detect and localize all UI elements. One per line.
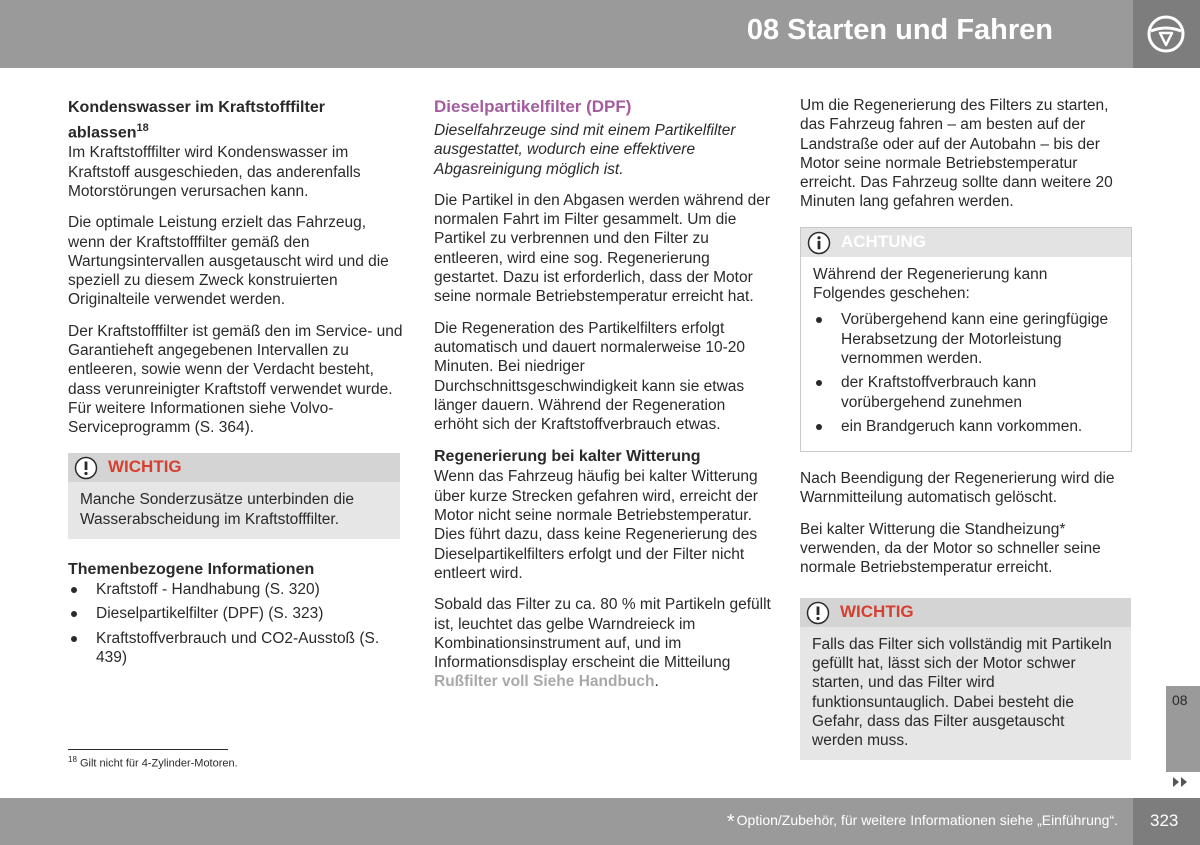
right-column	[800, 96, 1132, 760]
attention-item: der Kraftstoffverbrauch kann vorübergehend zunehmen	[813, 373, 1119, 412]
footnote-number: 18	[68, 755, 77, 764]
regeneration-paragraph-3: Bei kalter Witterung die Standheizung* verwenden, da der Motor so schneller seine normale Betriebstemperatur erreicht.	[800, 520, 1101, 577]
footnote-ref[interactable]: 18	[136, 122, 149, 134]
attention-item: ein Brandgeruch kann vorkommen.	[813, 417, 1119, 436]
attention-box-header	[801, 228, 1131, 257]
dpf-intro: Dieselfahrzeuge sind mit einem Partikelfilter ausgestattet, wodurch eine effektivere Abgasreinigung möglich ist.	[434, 122, 736, 178]
regeneration-paragraph-1: Um die Regenerierung des Filters zu starten, das Fahrzeug fahren – am besten auf der Landstraße oder auf der Autobahn – bis der Motor seine normale Betriebstemperatur erreicht. Das Fahrzeug sollte dann weitere 20 Minuten lang gefahren werden.	[800, 97, 1113, 211]
chapter-side-tab-label: 08	[1172, 692, 1188, 708]
related-info-list	[68, 580, 403, 667]
condensate-heading-line2: ablassen	[68, 124, 137, 142]
exclamation-icon	[806, 601, 830, 625]
attention-intro: Während der Regenerierung kann Folgendes geschehen:	[813, 265, 1048, 303]
header-bar	[0, 0, 1133, 68]
footer-note	[727, 811, 1118, 834]
attention-box-body	[801, 257, 1131, 451]
dpf-paragraph-2: Die Regeneration des Partikelfilters erfolgt automatisch und dauert normalerweise 10-20 Minuten. Bei niedriger Durchschnittsgeschwindigkeit kann sie etwas länger dauern. Während der Regeneration erhöht sich der Kraftstoffverbrauch etwas.	[434, 319, 746, 434]
important-box-header	[68, 453, 400, 482]
important-text: Falls das Filter sich vollständig mit Partikeln gefüllt hat, lässt sich der Motor schwer starten, und das Filter wird funktionsuntauglich. Dabei besteht die Gefahr, dass das Filter ausgetauscht werden muss.	[812, 635, 1112, 750]
dpf-paragraph-1: Die Partikel in den Abgasen werden während der normalen Fahrt im Filter gesammelt. Um die Partikel zu verbrennen und den Filter zu entleeren, wird eine sog. Regenerierung gestartet. Dazu ist erforderlich, dass der Motor seine normale Betriebstemperatur erreicht hat.	[434, 191, 771, 306]
left-column	[68, 97, 403, 672]
exclamation-icon	[74, 456, 98, 480]
condensate-heading-line1: Kondenswasser im Kraftstofffilter	[68, 99, 325, 116]
chapter-side-tab[interactable]	[1166, 686, 1200, 772]
footnote	[68, 755, 238, 770]
condensate-paragraph-3: Der Kraftstofffilter ist gemäß den im Service- und Garantieheft angegebenen Intervallen zu entleeren, sowie wenn der Verdacht besteht, dass verunreinigter Kraftstoff verwendet wurde. Für weitere Informationen siehe Volvo-Serviceprogramm (S. 364).	[68, 322, 403, 437]
double-chevron-right-icon[interactable]	[1172, 776, 1190, 788]
attention-item: Vorübergehend kann eine geringfügige Herabsetzung der Motorleistung vernommen werden.	[813, 310, 1119, 368]
important-box-body	[68, 482, 400, 539]
condensate-paragraph-2: Die optimale Leistung erzielt das Fahrzeug, wenn der Kraftstofffilter gemäß den Wartungsintervallen ausgetauscht wird und die speziell zu diesem Zweck konstruierten Originalteile verwendet werden.	[68, 214, 389, 309]
important-box-right	[800, 598, 1131, 761]
dpf-paragraph-4-text: Sobald das Filter zu ca. 80 % mit Partikeln gefüllt ist, leuchtet das gelbe Warndreieck im Kombinationsinstrument auf, und im Informationsdisplay erscheint die Mitteilung	[434, 596, 771, 672]
chapter-icon-box	[1133, 0, 1200, 68]
important-box-header	[800, 598, 1131, 627]
middle-column	[434, 96, 772, 704]
related-link[interactable]: Kraftstoffverbrauch und CO2-Ausstoß (S. 439)	[68, 629, 403, 668]
attention-label: ACHTUNG	[841, 231, 926, 251]
important-label: WICHTIG	[840, 601, 914, 621]
attention-box	[800, 227, 1132, 452]
footer-star: *	[726, 811, 735, 833]
related-info-heading: Themenbezogene Informationen	[68, 561, 315, 579]
attention-list	[813, 310, 1119, 436]
steering-wheel-icon	[1146, 14, 1186, 54]
important-text: Manche Sonderzusätze unterbinden die Wasserabscheidung im Kraftstofffilter.	[80, 491, 355, 528]
related-link[interactable]: Kraftstoff - Handhabung (S. 320)	[68, 580, 403, 599]
display-message: Rußfilter voll Siehe Handbuch	[434, 673, 655, 691]
important-box-left	[68, 453, 400, 539]
condensate-paragraph-1: Im Kraftstofffilter wird Kondenswasser im Kraftstoff ausgeschieden, das anderenfalls Motorstörungen verursachen kann.	[68, 144, 361, 200]
important-label: WICHTIG	[108, 457, 182, 477]
cold-weather-heading: Regenerierung bei kalter Witterung	[434, 448, 701, 466]
condensate-heading	[68, 97, 403, 143]
dpf-heading: Dieselpartikelfilter (DPF)	[434, 97, 632, 116]
chapter-title: 08 Starten und Fahren	[746, 14, 1053, 46]
regeneration-paragraph-2: Nach Beendigung der Regenerierung wird die Warnmitteilung automatisch gelöscht.	[800, 470, 1115, 507]
footnote-divider	[68, 749, 228, 750]
important-box-body	[800, 627, 1131, 761]
dpf-paragraph-4-end: .	[654, 673, 659, 691]
dpf-paragraph-4	[434, 595, 772, 691]
footnote-text: Gilt nicht für 4-Zylinder-Motoren.	[79, 757, 238, 770]
info-icon	[807, 231, 831, 255]
footer-note-text: Option/Zubehör, für weitere Informationen siehe „Einführung“.	[736, 812, 1118, 828]
page-number: 323	[1150, 811, 1179, 830]
related-link[interactable]: Dieselpartikelfilter (DPF) (S. 323)	[68, 604, 403, 623]
dpf-paragraph-3: Wenn das Fahrzeug häufig bei kalter Witterung über kurze Strecken gefahren wird, erreicht der Motor nicht seine normale Betriebstemperatur. Dies führt dazu, dass keine Regenerierung des Dieselpartikelfilters erfolgt und der Filter nicht entleert wird.	[434, 468, 758, 582]
